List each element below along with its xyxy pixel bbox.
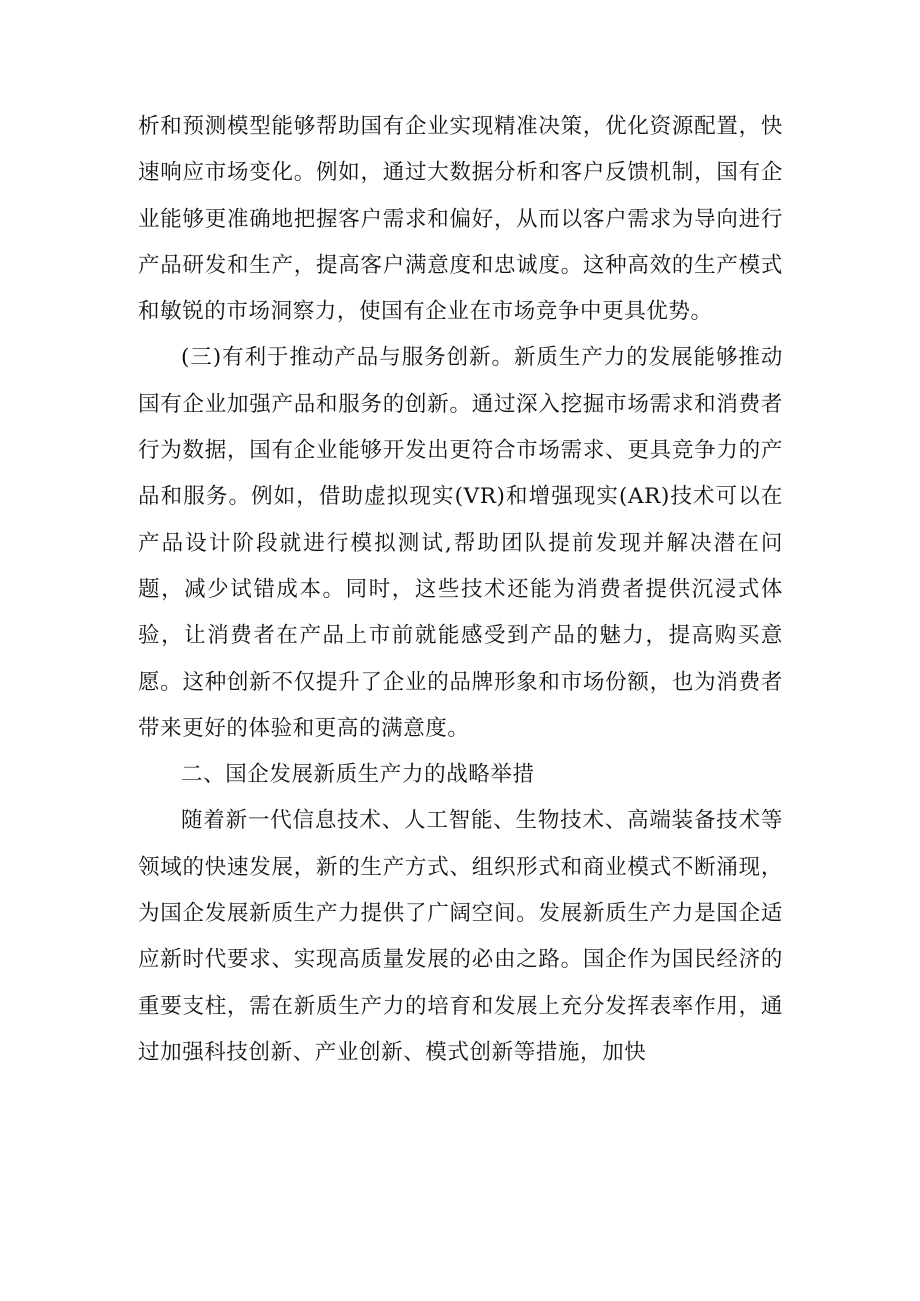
section-heading: 二、国企发展新质生产力的战略举措 [181, 762, 535, 788]
paragraph-continuation: 析和预测模型能够帮助国有企业实现精准决策，优化资源配置，快速响应市场变化。例如，通过大数据分析和客户反馈机制，国有企业能够更准确地把握客户需求和偏好，从而以客户需求为导向进行产品研发和生产，提高客户满意度和忠诚度。这种高效的生产模式和敏锐的市场洞察力，使国有企业在市场竞争中更具优势。 [138, 114, 783, 325]
paragraph-strategy-intro: 随着新一代信息技术、人工智能、生物技术、高端装备技术等领域的快速发展，新的生产方式、组织形式和商业模式不断涌现，为国企发展新质生产力提供了广阔空间。发展新质生产力是国企适应新时代要求、实现高质量发展的必由之路。国企作为国民经济的重要支柱，需在新质生产力的培育和发展上充分发挥表率作用，通过加强科技创新、产业创新、模式创新等措施，加快 [138, 808, 783, 1065]
paragraph-product-innovation: (三)有利于推动产品与服务创新。新质生产力的发展能够推动国有企业加强产品和服务的创新。通过深入挖掘市场需求和消费者行为数据，国有企业能够开发出更符合市场需求、更具竞争力的产品和服务。例如，借助虚拟现实(VR)和增强现实(AR)技术可以在产品设计阶段就进行模拟测试,帮助团队提前发现并解决潜在问题，减少试错成本。同时，这些技术还能为消费者提供沉浸式体验，让消费者在产品上市前就能感受到产品的魅力，提高购买意愿。这种创新不仅提升了企业的品牌形象和市场份额，也为消费者带来更好的体验和更高的满意度。 [138, 345, 783, 741]
document-body [138, 104, 783, 1076]
